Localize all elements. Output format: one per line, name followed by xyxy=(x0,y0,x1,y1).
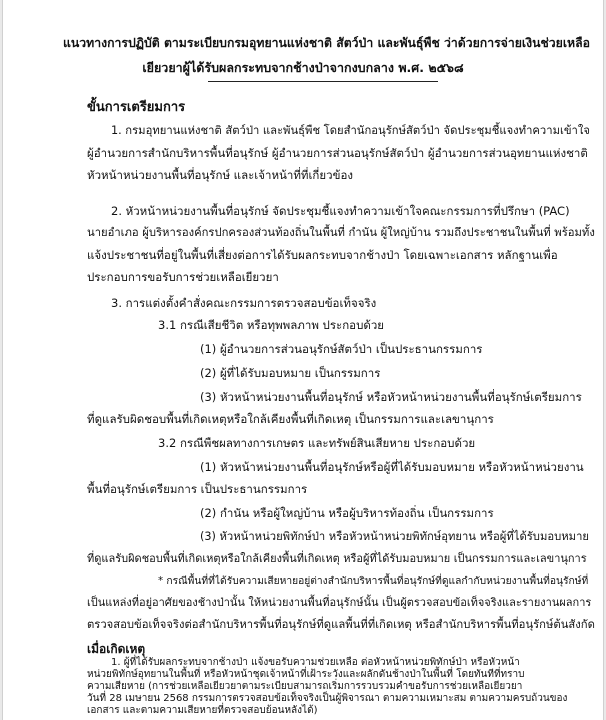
document-title-line-1: แนวทางการปฏิบัติ ตามระเบียบกรมอุทยานแห่งชาติ สัตว์ป่า และพันธุ์พืช ว่าด้วยการจ่ายเงินช่วยเหลือ xyxy=(63,36,590,50)
paragraph-line: ที่ดูแลรับผิดชอบพื้นที่เกิดเหตุหรือใกล้เคียงพื้นที่เกิดเหตุ เป็นกรรมการและเลขานุการ xyxy=(87,412,494,426)
title-underline xyxy=(208,81,438,82)
document-title-line-2: เยียวยาผู้ได้รับผลกระทบจากช้างป่าจากงบกลาง พ.ศ. ๒๕๖๘ xyxy=(142,60,464,75)
paragraph-line: แจ้งประชาชนที่อยู่ในพื้นที่เสี่ยงต่อการได้รับผลกระทบจากช้างป่า โดยเฉพาะเอกสาร หลักฐานเพื่อ xyxy=(87,248,558,262)
section-heading-preparation: ขั้นการเตรียมการ xyxy=(87,100,186,115)
document-page xyxy=(2,0,604,720)
paragraph-line: นายอำเภอ ผู้บริหารองค์กรปกครองส่วนท้องถิ่นในพื้นที่ กำนัน ผู้ใหญ่บ้าน รวมถึงประชาชนในพื้นที่ พร้อมทั้ง xyxy=(87,226,595,239)
paragraph-line: 1. ผู้ที่ได้รับผลกระทบจากช้างป่า แจ้งขอรับความช่วยเหลือ ต่อหัวหน้าหน่วยพิทักษ์ป่า หรือหัวหน้า xyxy=(111,657,520,668)
list-item: (2) กำนัน หรือผู้ใหญ่บ้าน หรือผู้บริหารท้องถิ่น เป็นกรรมการ xyxy=(200,506,494,520)
list-item: (1) หัวหน้าหน่วยงานพื้นที่อนุรักษ์หรือผู้ที่ได้รับมอบหมาย หรือหัวหน้าหน่วยงาน xyxy=(200,460,584,474)
paragraph-line: หน่วยพิทักษ์อุทยานในพื้นที่ หรือหัวหน้าชุดเจ้าหน้าที่เฝ้าระวังและผลักดันช้างป่าในพื้นที่ โดยทันทีที่ทราบ xyxy=(87,669,525,680)
paragraph-line: เอกสาร และตามความเสียหายที่ตรวจสอบย้อนหลังได้) xyxy=(87,705,318,716)
note-line: เป็นแหล่งที่อยู่อาศัยของช้างป่านั้น ให้หน่วยงานพื้นที่อนุรักษ์นั้น เป็นผู้ตรวจสอบข้อเท็จจริงและรายงานผลการ xyxy=(87,596,592,609)
list-item: (3) หัวหน้าหน่วยงานพื้นที่อนุรักษ์ หรือหัวหน้าหน่วยงานพื้นที่อนุรักษ์เตรียมการ xyxy=(200,390,582,404)
paragraph-line: พื้นที่อนุรักษ์เตรียมการ เป็นประธานกรรมการ xyxy=(87,482,308,496)
note-line: ตรวจสอบข้อเท็จจริงต่อสำนักบริหารพื้นที่อนุรักษ์ที่ดูแลพื้นที่ที่เกิดเหตุ หรือสำนักบริหารพื้นที่อนุรักษ์ต้นสังกัด xyxy=(87,618,595,631)
list-item: (3) หัวหน้าหน่วยพิทักษ์ป่า หรือหัวหน้าหน่วยพิทักษ์อุทยาน หรือผู้ที่ได้รับมอบหมาย xyxy=(200,530,589,543)
section-heading-incident: เมื่อเกิดเหตุ xyxy=(87,642,146,656)
paragraph-line: ประกอบการขอรับการช่วยเหลือเยียวยา xyxy=(87,270,279,284)
note-line: * กรณีพื้นที่ที่ได้รับความเสียหายอยู่ต่างสำนักบริหารพื้นที่อนุรักษ์ที่ดูแลกำกับหน่วยงานพื้นที่อนุรักษ์ที่ xyxy=(158,575,589,587)
paragraph-line: 2. หัวหน้าหน่วยงานพื้นที่อนุรักษ์ จัดประชุมชี้แจงทำความเข้าใจคณะกรรมการที่ปรึกษา (PAC) xyxy=(111,204,570,218)
list-item: (1) ผู้อำนวยการส่วนอนุรักษ์สัตว์ป่า เป็นประธานกรรมการ xyxy=(200,342,483,356)
paragraph-line: วันที่ 28 เมษายน 2568 กรรมการตรวจสอบข้อเท็จจริงเป็นผู้พิจารณา ตามความเหมาะสม ตามความครบถ้วนของ xyxy=(87,693,568,704)
subsection-title: 3.1 กรณีเสียชีวิต หรือทุพพลภาพ ประกอบด้วย xyxy=(158,318,385,332)
subsection-title: 3.2 กรณีพืชผลทางการเกษตร และทรัพย์สินเสียหาย ประกอบด้วย xyxy=(158,436,476,450)
paragraph-line: ความเสียหาย (การช่วยเหลือเยียวยาตามระเบียบสามารถเริ่มการรวบรวมคำขอรับการช่วยเหลือเยียวยา xyxy=(87,681,523,692)
list-item: (2) ผู้ที่ได้รับมอบหมาย เป็นกรรมการ xyxy=(200,366,381,380)
paragraph-line: ที่ดูแลรับผิดชอบพื้นที่เกิดเหตุหรือใกล้เคียงพื้นที่เกิดเหตุ หรือผู้ที่ได้รับมอบหมาย เป็นกรรมการและเลขานุการ xyxy=(87,552,587,565)
paragraph-line: 1. กรมอุทยานแห่งชาติ สัตว์ป่า และพันธุ์พืช โดยสำนักอนุรักษ์สัตว์ป่า จัดประชุมชี้แจงทำความเข้าใจ xyxy=(111,124,590,137)
paragraph-line: 3. การแต่งตั้งคำสั่งคณะกรรมการตรวจสอบข้อเท็จจริง xyxy=(111,296,377,310)
paragraph-line: ผู้อำนวยการสำนักบริหารพื้นที่อนุรักษ์ ผู้อำนวยการส่วนอนุรักษ์สัตว์ป่า ผู้อำนวยการส่วนอุทยานแห่งชาติ xyxy=(87,146,588,160)
paragraph-line: หัวหน้าหน่วยงานพื้นที่อนุรักษ์ และเจ้าหน้าที่ที่เกี่ยวข้อง xyxy=(87,168,353,182)
